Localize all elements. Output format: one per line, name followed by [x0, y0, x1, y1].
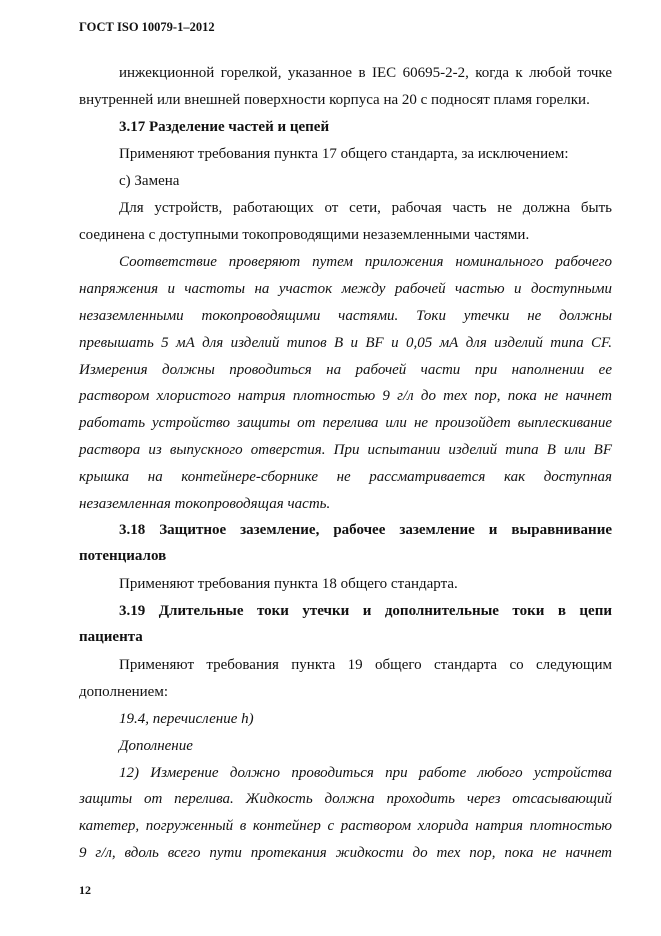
text-line: Дополнение: [119, 738, 193, 754]
text-line: Для устройств, работающих от сети, рабочая часть не должна быть: [119, 200, 612, 216]
section-heading: потенциалов: [79, 548, 167, 564]
text-line: превышать 5 мА для изделий типов B и BF и 0,05 мА для изделий типа CF.: [79, 335, 612, 351]
text-line: незаземленными токопроводящими частями. Токи утечки не должны: [79, 308, 612, 324]
text-line: раствора из выпускного отверстия. При испытании изделий типа B или BF: [79, 442, 612, 458]
text-line: Применяют требования пункта 19 общего стандарта со следующим: [119, 657, 612, 673]
section-heading: пациента: [79, 629, 143, 645]
text-line: защиты от перелива. Жидкость должна проходить через отсасывающий: [79, 791, 612, 807]
text-line: Применяют требования пункта 17 общего стандарта, за исключением:: [119, 146, 569, 162]
text-line: незаземленная токопроводящая часть.: [79, 496, 331, 512]
document-header: ГОСТ ISO 10079-1–2012: [79, 20, 215, 34]
text-line: инжекционной горелкой, указанное в IEC 60695-2-2, когда к любой точке: [119, 65, 612, 81]
section-heading: 3.17 Разделение частей и цепей: [119, 119, 330, 135]
page-number: 12: [79, 883, 91, 897]
text-line: раствором хлористого натрия плотностью 9 г/л до тех пор, пока не начнет: [79, 388, 612, 404]
text-line: Соответствие проверяют путем приложения номинального рабочего: [119, 254, 612, 270]
section-heading: 3.19 Длительные токи утечки и дополнительные токи в цепи: [119, 603, 612, 619]
text-line: внутренней или внешней поверхности корпуса на 20 с подносят пламя горелки.: [79, 92, 590, 108]
text-line: соединена с доступными токопроводящими незаземленными частями.: [79, 227, 530, 243]
text-line: катетер, погруженный в контейнер с раствором хлорида натрия плотностью: [79, 818, 612, 834]
text-line: 12) Измерение должно проводиться при работе любого устройства: [119, 765, 612, 781]
section-heading: 3.18 Защитное заземление, рабочее заземление и выравнивание: [119, 522, 612, 538]
text-line: работать устройство защиты от перелива или не произойдет выплескивание: [79, 415, 612, 431]
text-line: Измерения должны проводиться на рабочей части при наполнении ее: [79, 362, 612, 378]
text-line: напряжения и частоты на участок между рабочей частью и доступными: [79, 281, 612, 297]
text-line: с) Замена: [119, 173, 180, 189]
text-line: 9 г/л, вдоль всего пути протекания жидкости до тех пор, пока не начнет: [79, 845, 612, 861]
text-line: Применяют требования пункта 18 общего стандарта.: [119, 576, 458, 592]
text-line: 19.4, перечисление h): [119, 711, 254, 727]
text-line: крышка на контейнере-сборнике не рассматривается как доступная: [79, 469, 612, 485]
text-line: дополнением:: [79, 684, 169, 700]
